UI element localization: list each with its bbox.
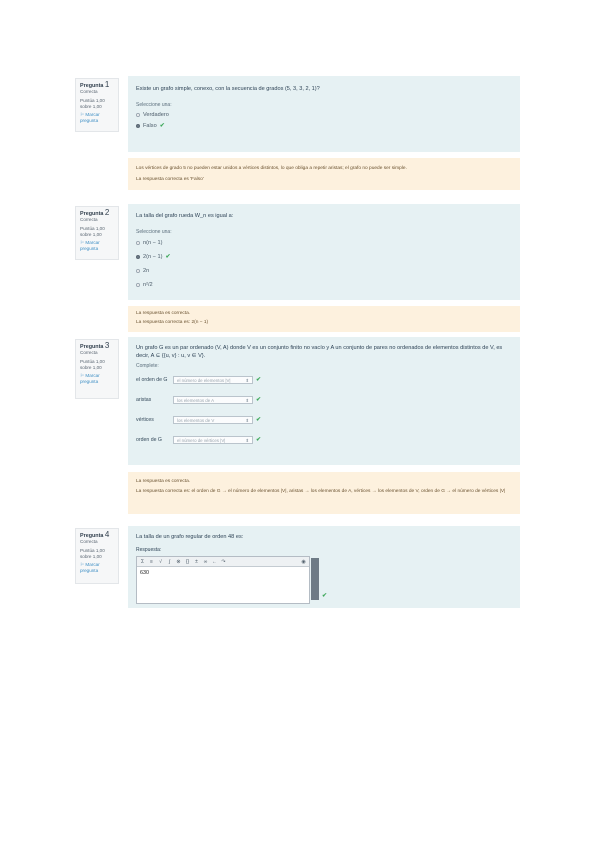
radio-button[interactable] [136,113,140,117]
question-status: Correcta [80,350,98,355]
answer-prompt: Respuesta: [136,547,162,553]
question-status: Correcta [80,89,98,94]
chevron-down-icon: ⬍ [245,418,249,423]
match-select[interactable]: el número de vértices |V| ⬍ [173,436,253,444]
question-status: Correcta [80,217,98,222]
editor-toolbar [137,557,309,567]
sqrt-icon[interactable]: √ [159,558,162,565]
otimes-icon[interactable]: ⊗ [176,558,181,565]
match-row-label: vértices [136,417,154,423]
radio-button[interactable] [136,283,140,287]
flag-question-link[interactable]: ⚐ Marcar pregunta [80,112,100,123]
radio-button-selected[interactable] [136,255,140,259]
correct-answer-text: La respuesta correcta es: el orden de G → el número de elementos |V|, aristas → los elementos de A, vértices → los elementos de V, orden de G → el número de vértices |V| [136,489,506,494]
question-2-info: Pregunta 2 Correcta Puntúa 1,00 sobre 1,00 ⚐ Marcar pregunta [75,206,119,260]
question-score: Puntúa 1,00 sobre 1,00 [80,359,105,370]
option-c[interactable]: 2n [136,267,512,275]
match-select[interactable]: los elementos de A ⬍ [173,396,253,404]
match-row [136,434,512,446]
flag-icon: ⚐ [80,562,85,567]
chevron-down-icon: ⬍ [245,378,249,383]
match-row-label: orden de G [136,437,162,443]
match-row-label: aristas [136,397,152,403]
equiv-icon[interactable]: ≡ [150,558,153,565]
question-score: Puntúa 1,00 sobre 1,00 [80,548,105,559]
match-select[interactable]: los elementos de V ⬍ [173,416,253,424]
chevron-down-icon: ⬍ [245,438,249,443]
radio-button[interactable] [136,269,140,273]
flag-question-link[interactable]: ⚐ Marcar pregunta [80,562,100,573]
question-text: Un grafo G es un par ordenado (V, A) donde V es un conjunto finito no vacío y A un conjunto de pares no ordenados de elementos distintos de V, es decir, A ⊆ {{u, v} : u, v ∈ V}. [136,345,503,359]
correct-answer-text: La respuesta correcta es 'Falso' [136,177,204,182]
editor-scrollbar[interactable] [311,558,319,600]
option-falso[interactable]: Falso ✔ [136,122,512,130]
question-4-info: Pregunta 4 Correcta Puntúa 1,00 sobre 1,00 ⚐ Marcar pregunta [75,528,119,584]
feedback-text: La respuesta es correcta. [136,479,191,484]
question-3-formulation [128,337,520,465]
answer-prompt: Complete: [136,363,159,369]
redo-icon[interactable]: ↷ [221,558,226,565]
question-3-info: Pregunta 3 Correcta Puntúa 1,00 sobre 1,00 ⚐ Marcar pregunta [75,339,119,399]
answer-editor [136,556,310,604]
correct-check-icon: ✔ [165,254,171,260]
plusminus-icon[interactable]: ± [195,558,198,565]
correct-check-icon: ✔ [322,593,328,599]
question-2-formulation [128,204,520,300]
match-select[interactable]: el número de elementos |V| ⬍ [173,376,253,384]
flag-icon: ⚐ [80,240,85,245]
option-verdadero[interactable]: Verdadero [136,111,512,119]
match-row [136,374,512,386]
question-1-formulation [128,76,520,152]
question-score: Puntúa 1,00 sobre 1,00 [80,226,105,237]
sigma-icon[interactable]: Σ [140,558,145,565]
question-1-info [75,78,119,132]
feedback-text: Los vértices de grado 5 no pueden estar unidos a vértices distintos, lo que obliga a repetir aristas; el grafo no puede ser simple. [136,166,407,171]
match-row-label: el orden de G [136,377,168,383]
correct-check-icon: ✔ [256,437,262,443]
question-number: 3 [104,341,110,350]
correct-answer-text: La respuesta correcta es: 2(n − 1) [136,320,209,325]
question-number-label: Pregunta [80,83,104,89]
integral-icon[interactable]: ∫ [168,558,171,565]
question-text: Existe un grafo simple, conexo, con la secuencia de grados (5, 3, 3, 2, 1)? [136,86,320,92]
option-b[interactable]: 2(n − 1) ✔ [136,253,512,261]
feedback-text: La respuesta es correcta. [136,311,191,316]
question-number: 2 [104,208,110,217]
flag-question-link[interactable]: ⚐ Marcar pregunta [80,240,100,251]
question-text: La talla del grafo rueda W_n es igual a: [136,213,234,219]
question-4-formulation [128,526,520,608]
answer-input[interactable]: 630 [137,567,309,603]
infinity-icon[interactable]: ∞ [203,558,208,565]
flag-icon: ⚐ [80,373,85,378]
answer-prompt: Seleccione una: [136,102,172,108]
question-number: 4 [104,530,110,539]
undo-icon[interactable]: ← [212,558,217,565]
option-d[interactable]: n²/2 [136,281,512,289]
help-icon[interactable]: ◉ [301,558,306,565]
correct-check-icon: ✔ [256,377,262,383]
flag-icon: ⚐ [80,112,85,117]
option-a[interactable]: n(n − 1) [136,239,512,247]
radio-button-selected[interactable] [136,124,140,128]
correct-check-icon: ✔ [256,417,262,423]
match-row [136,414,512,426]
question-number: 1 [104,80,110,89]
question-1-feedback [128,158,520,190]
answer-prompt: Seleccione una: [136,229,172,235]
correct-check-icon: ✔ [256,397,262,403]
question-score: Puntúa 1,00 sobre 1,00 [80,98,105,109]
match-row [136,394,512,406]
braces-icon[interactable]: {} [185,558,190,565]
question-text: La talla de un grafo regular de orden 48 es: [136,534,244,540]
correct-check-icon: ✔ [159,123,165,129]
question-3-feedback [128,472,520,514]
chevron-down-icon: ⬍ [245,398,249,403]
question-2-feedback [128,306,520,332]
question-status: Correcta [80,539,98,544]
radio-button[interactable] [136,241,140,245]
flag-question-link[interactable]: ⚐ Marcar pregunta [80,373,100,384]
